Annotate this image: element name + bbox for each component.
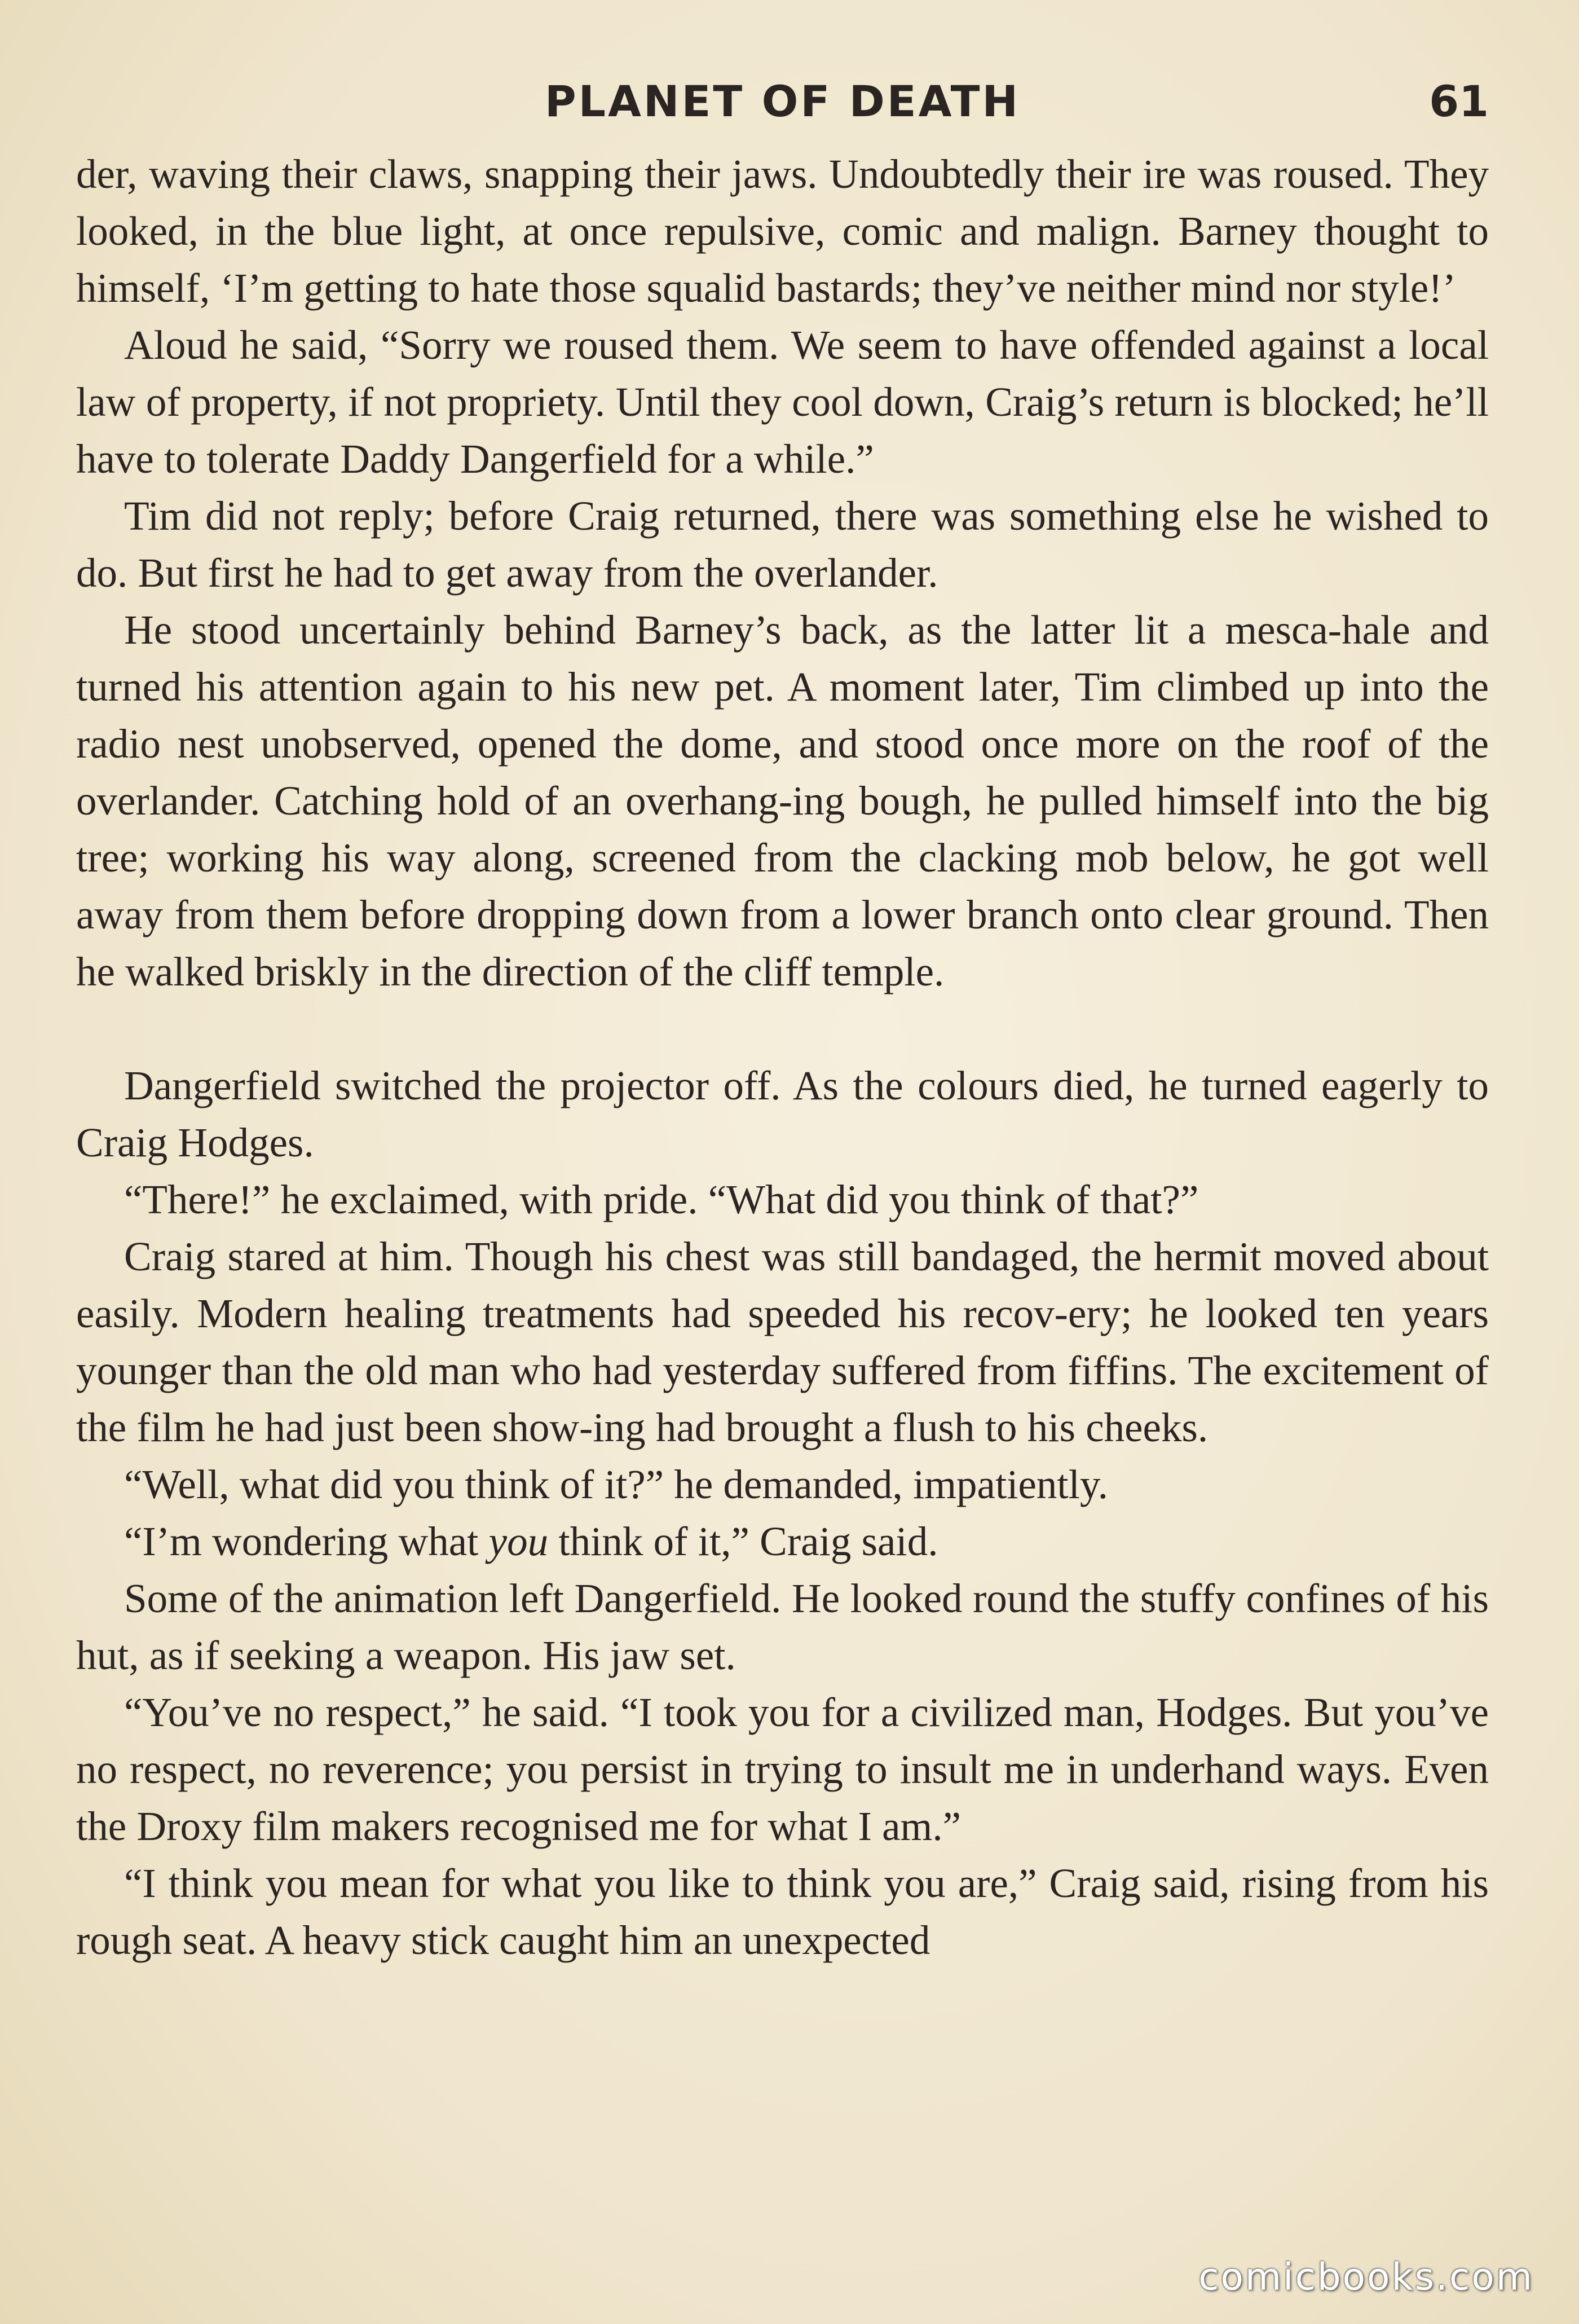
paragraph: “I think you mean for what you like to think you are,” Craig said, rising from his rough seat. A heavy stick caught him an unexpected: [76, 1860, 1489, 1963]
paragraph: Craig stared at him. Though his chest was still bandaged, the hermit moved about easily. Modern healing treatments had speeded his recov-ery; he looked ten years younger than the old man who had yesterday suffered from fiffins. The excitement of the film he had just been show-ing had brought a flush to his cheeks.: [76, 1234, 1489, 1450]
section-break: [76, 1000, 1489, 1057]
paragraph: “Well, what did you think of it?” he demanded, impatiently.: [124, 1462, 1108, 1507]
paragraph: He stood uncertainly behind Barney’s back, as the latter lit a mesca-hale and turned his attention again to his new pet. A moment later, Tim climbed up into the radio nest unobserved, opened the dome, and stood once more on the roof of the overlander. Catching hold of an overhang-ing bough, he pulled himself into the big tree; working his way along, screened from the clacking mob below, he got well away from them before dropping down from a lower branch onto clear ground. Then he walked briskly in the direction of the cliff temple.: [76, 607, 1489, 994]
paragraph: [76, 1513, 1489, 1570]
paragraph: Some of the animation left Dangerfield. He looked round the stuffy confines of his hut, as if seeking a weapon. His jaw set.: [76, 1575, 1489, 1678]
emphasized-word: you: [488, 1518, 549, 1564]
running-title: PLANET OF DEATH: [544, 76, 1021, 126]
paragraph: Dangerfield switched the projector off. As the colours died, he turned eagerly to Craig Hodges.: [76, 1063, 1489, 1165]
page-header: [76, 71, 1489, 133]
paragraph: Aloud he said, “Sorry we roused them. We seem to have offended against a local law of property, if not propriety. Until they cool down, Craig’s return is blocked; he’ll have to tolerate Daddy Dangerfield for a while.”: [76, 322, 1489, 482]
watermark: comicbooks.com: [1198, 2255, 1534, 2299]
paragraph: der, waving their claws, snapping their jaws. Undoubtedly their ire was roused. They looked, in the blue light, at once repulsive, comic and malign. Barney thought to himself, ‘I’m getting to hate those squalid bastards; they’ve neither mind nor style!’: [76, 151, 1489, 311]
page-number: 61: [1429, 76, 1489, 126]
paragraph: Tim did not reply; before Craig returned, there was something else he wished to do. But first he had to get away from the overlander.: [76, 493, 1489, 596]
paragraph-text: “I’m wondering what: [124, 1518, 489, 1564]
paragraph-text: think of it,” Craig said.: [548, 1518, 938, 1564]
body-text: [76, 146, 1489, 1969]
paragraph: “There!” he exclaimed, with pride. “What did you think of that?”: [124, 1177, 1199, 1222]
paragraph: “You’ve no respect,” he said. “I took you for a civilized man, Hodges. But you’ve no respect, no reverence; you persist in trying to insult me in underhand ways. Even the Droxy film makers recognised me for what I am.”: [76, 1689, 1489, 1849]
